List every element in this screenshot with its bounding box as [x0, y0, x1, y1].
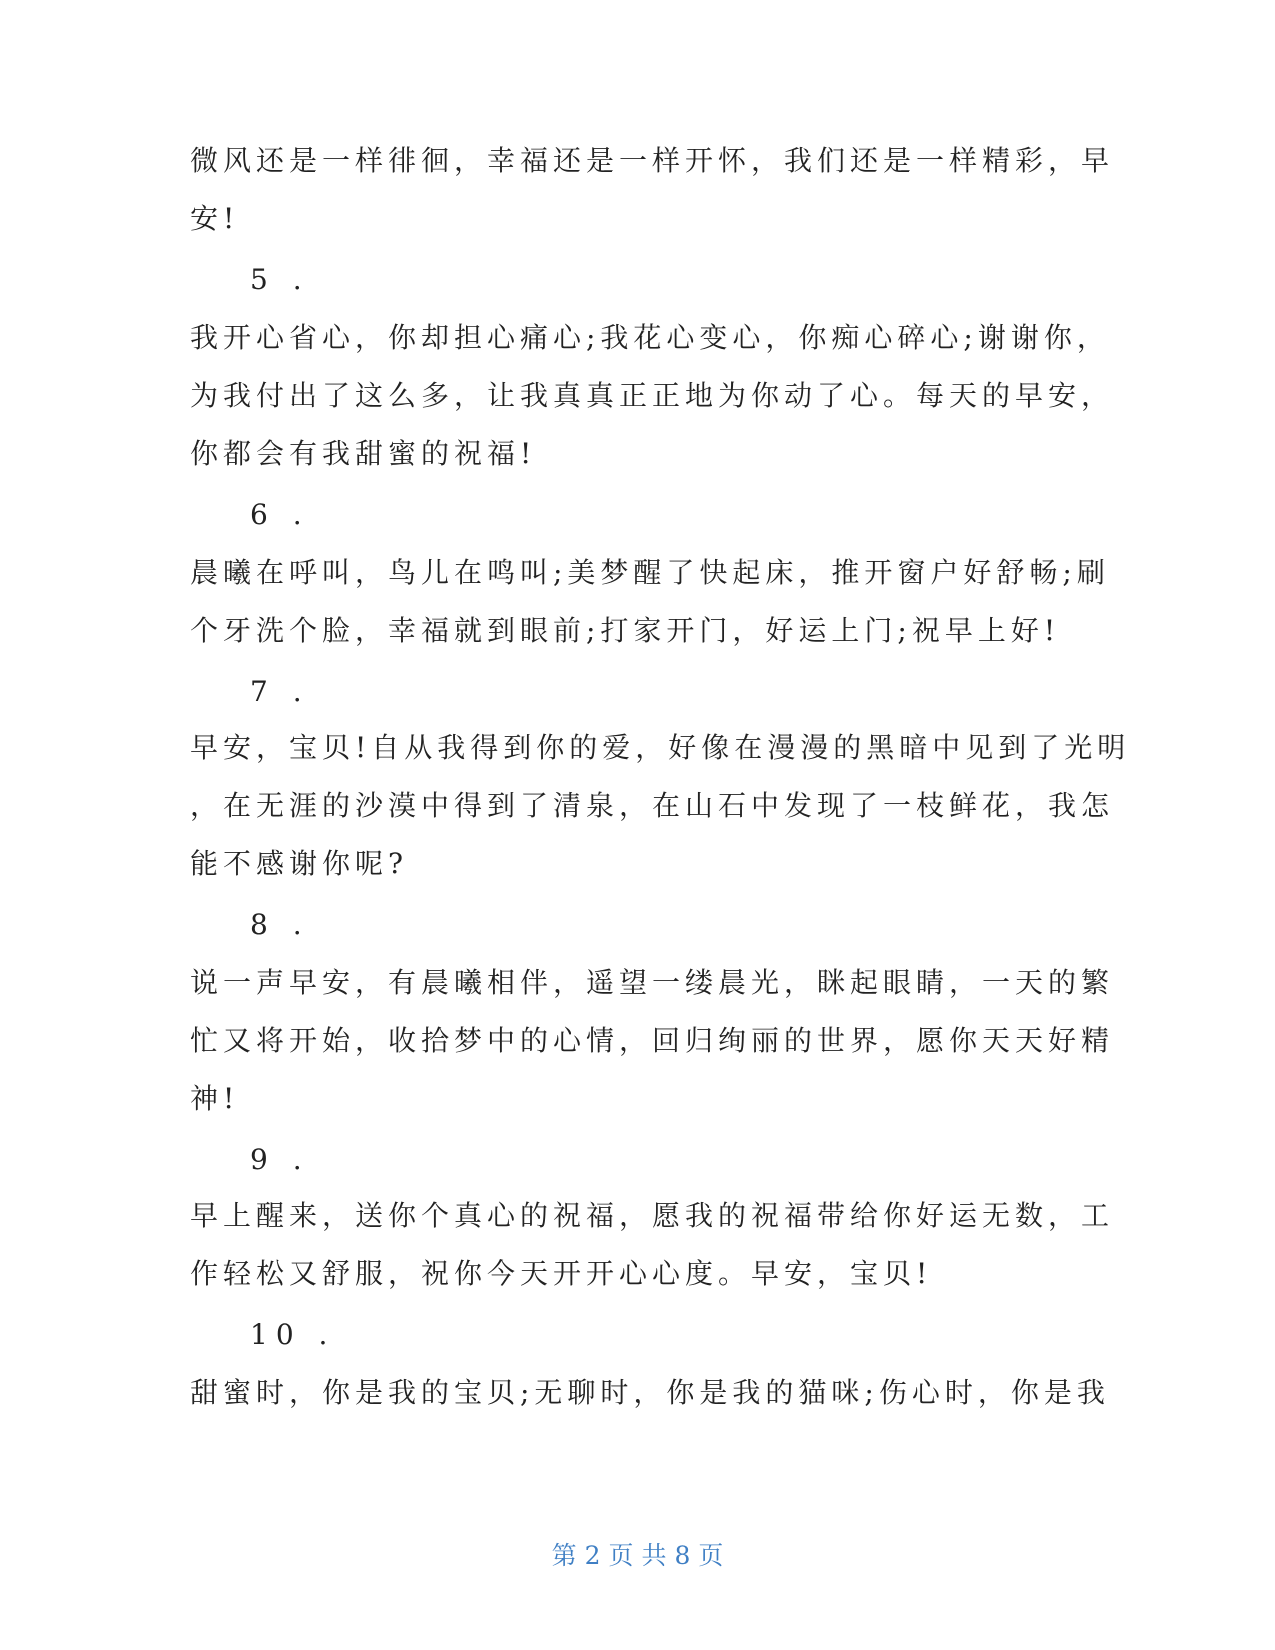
text-line: 说一声早安，有晨曦相伴，遥望一缕晨光，眯起眼睛，一天的繁	[190, 966, 1115, 999]
item-number: 6 .	[250, 498, 310, 531]
item-number: 5 .	[250, 263, 310, 296]
text-line: 忙又将开始，收拾梦中的心情，回归绚丽的世界，愿你天天好精	[190, 1024, 1115, 1057]
item-number: 8 .	[250, 908, 310, 941]
text-line: 晨曦在呼叫，鸟儿在鸣叫;美梦醒了快起床，推开窗户好舒畅;刷	[190, 556, 1110, 589]
text-line: 安!	[190, 202, 240, 235]
text-line: 我开心省心，你却担心痛心;我花心变心，你痴心碎心;谢谢你，	[190, 321, 1110, 354]
text-line: 早安，宝贝!自从我得到你的爱，好像在漫漫的黑暗中见到了光明	[190, 731, 1131, 764]
item-number: 9 .	[250, 1143, 310, 1176]
footer-suffix: 页	[698, 1541, 724, 1570]
text-line: 为我付出了这么多，让我真真正正地为你动了心。每天的早安，	[190, 379, 1115, 412]
footer-total-word: 共	[641, 1541, 667, 1570]
text-line: 能不感谢你呢?	[190, 847, 409, 880]
text-line: 作轻松又舒服，祝你今天开开心心度。早安，宝贝!	[190, 1257, 933, 1290]
text-line: 甜蜜时，你是我的宝贝;无聊时，你是我的猫咪;伤心时，你是我	[190, 1376, 1110, 1409]
text-line: 神!	[190, 1082, 240, 1115]
text-line: 微风还是一样徘徊，幸福还是一样开怀，我们还是一样精彩，早	[190, 144, 1115, 177]
total-pages-number: 8	[674, 1541, 691, 1570]
item-number: 10 .	[250, 1318, 336, 1351]
footer-prefix: 第	[551, 1541, 577, 1570]
page-footer	[0, 1539, 1275, 1573]
text-line: 你都会有我甜蜜的祝福!	[190, 437, 537, 470]
text-line: ，在无涯的沙漠中得到了清泉，在山石中发现了一枝鲜花，我怎	[190, 789, 1115, 822]
current-page-number: 2	[584, 1541, 601, 1570]
footer-page-word: 页	[608, 1541, 634, 1570]
item-number: 7 .	[250, 675, 310, 708]
text-line: 早上醒来，送你个真心的祝福，愿我的祝福带给你好运无数，工	[190, 1199, 1115, 1232]
text-line: 个牙洗个脸，幸福就到眼前;打家开门，好运上门;祝早上好!	[190, 614, 1061, 647]
